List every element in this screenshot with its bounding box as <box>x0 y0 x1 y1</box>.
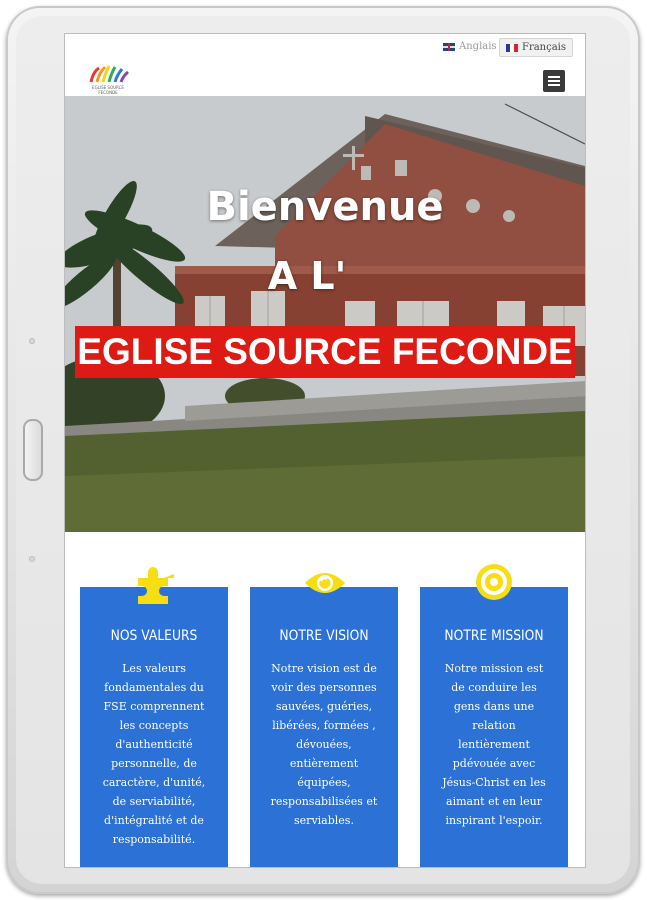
tablet-home-button[interactable] <box>23 419 43 481</box>
card-text: Les valeurs fondamentales du FSE comprennent les concepts d'authenticité personnelle, de caractère, d'unité, de serviabilité, d'intégralité et de responsabilité. <box>102 662 206 846</box>
card-title: NOS VALEURS <box>110 628 198 644</box>
hero-subheading: A L' <box>267 254 347 298</box>
logo-text: EGLISE SOURCE FECONDE <box>92 85 124 95</box>
hamburger-icon-bar <box>548 76 560 78</box>
hero-welcome-heading: Bienvenue <box>206 184 444 230</box>
language-english-link[interactable] <box>437 38 503 55</box>
sensor-dot <box>29 556 35 562</box>
language-french-link[interactable] <box>499 38 573 57</box>
hamburger-icon-bar <box>548 84 560 86</box>
target-icon <box>474 562 514 602</box>
card-text: Notre mission est de conduire les gens dans une relation lentièrement pdévouée avec Jésus-Christ en les aimant et en leur inspirant l'espoir. <box>442 662 546 827</box>
card-vision <box>250 587 398 867</box>
logo-rays-icon <box>85 64 131 86</box>
sensor-dot <box>29 338 35 344</box>
language-english-label: Anglais <box>459 41 497 52</box>
hamburger-menu-button[interactable] <box>543 70 565 92</box>
church-photo <box>65 96 585 532</box>
site-header <box>65 34 585 97</box>
card-text: Notre vision est de voir des personnes sauvées, guéries, libérées, formées , dévouées, entièrement équipées, responsabilisées et serviables. <box>270 662 378 827</box>
puzzle-icon <box>134 564 178 606</box>
values-section <box>65 532 585 867</box>
card-title: NOTRE VISION <box>279 628 369 644</box>
church-name-banner: EGLISE SOURCE FECONDE <box>75 326 575 378</box>
hamburger-icon-bar <box>548 80 560 82</box>
eye-icon <box>303 565 347 601</box>
france-flag-icon <box>506 44 518 52</box>
language-french-label: Français <box>522 42 567 53</box>
card-mission <box>420 587 568 867</box>
card-values <box>80 587 228 867</box>
screen <box>65 34 585 867</box>
hero-section <box>65 96 585 532</box>
uk-flag-icon <box>443 43 455 51</box>
card-title: NOTRE MISSION <box>444 628 544 644</box>
site-logo[interactable] <box>85 64 131 95</box>
